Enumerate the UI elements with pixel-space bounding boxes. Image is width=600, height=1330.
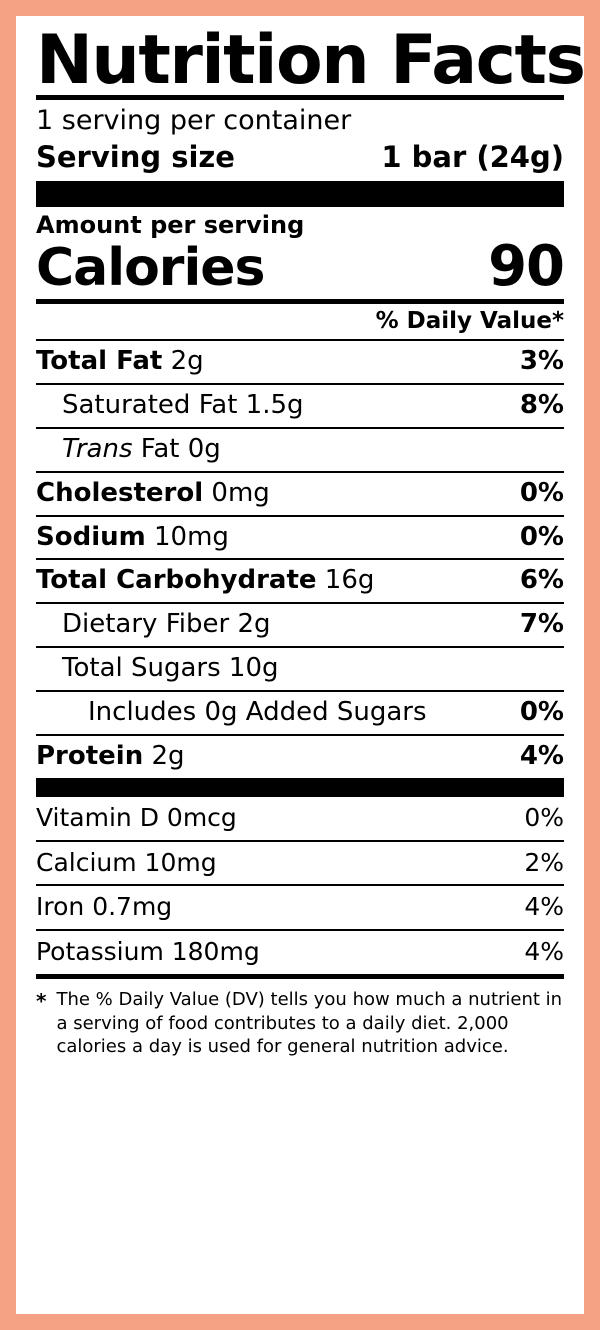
vitamin-name-iron: Iron 0.7mg — [36, 892, 173, 922]
serving-size-value: 1 bar (24g) — [381, 139, 564, 174]
nutrient-name-protein: Protein 2g — [36, 740, 185, 771]
nutrient-dv-protein: 4% — [519, 740, 564, 771]
vitamin-name-potassium: Potassium 180mg — [36, 937, 260, 967]
serving-size-label: Serving size — [36, 139, 235, 174]
serving-size-row — [36, 140, 564, 181]
footnote-text: The % Daily Value (DV) tells you how much a nutrient in a serving of food contributes to a daily diet. 2,000 calories a day is used for general nutrition advice. — [56, 988, 563, 1058]
daily-value-header: % Daily Value* — [375, 307, 564, 334]
nutrient-dv-cholesterol: 0% — [519, 477, 564, 508]
nutrient-row-added-sugars — [36, 690, 564, 734]
nutrient-row-dietary-fiber — [36, 602, 564, 646]
vitamin-row-calcium — [36, 840, 564, 885]
nutrient-row-total-sugars — [36, 646, 564, 690]
vitamin-row-iron — [36, 884, 564, 929]
nutrient-dv-saturated-fat: 8% — [519, 389, 564, 420]
divider-thick-top — [36, 181, 564, 207]
nutrient-row-total-fat — [36, 339, 564, 383]
servings-per-container: 1 serving per container — [36, 105, 352, 137]
calories-value: 90 — [488, 234, 564, 300]
nutrient-name-added-sugars: Includes 0g Added Sugars — [88, 697, 427, 728]
nutrition-facts-panel — [16, 16, 584, 1314]
vitamin-dv-calcium: 2% — [524, 847, 564, 877]
nutrient-row-saturated-fat — [36, 383, 564, 427]
nutrient-row-cholesterol — [36, 471, 564, 515]
nutrient-row-sodium — [36, 515, 564, 559]
vitamin-row-potassium — [36, 929, 564, 974]
nutrient-dv-total-carbohydrate: 6% — [519, 565, 564, 596]
nutrient-name-total-carbohydrate: Total Carbohydrate 16g — [36, 565, 375, 596]
vitamin-dv-potassium: 4% — [524, 937, 564, 967]
nutrient-dv-added-sugars: 0% — [519, 697, 564, 728]
vitamin-dv-iron: 4% — [524, 892, 564, 922]
nutrient-row-protein — [36, 734, 564, 778]
divider-thick-vitamins — [36, 778, 564, 797]
nutrient-name-trans-fat: Trans Fat 0g — [62, 433, 221, 464]
calories-label: Calories — [36, 238, 265, 299]
nutrient-dv-sodium: 0% — [519, 521, 564, 552]
nutrient-name-dietary-fiber: Dietary Fiber 2g — [62, 609, 271, 640]
nutrient-dv-total-fat: 3% — [519, 345, 564, 376]
calories-row — [36, 234, 564, 300]
vitamin-row-vitamin-d — [36, 797, 564, 840]
amount-per-serving-label: Amount per serving — [36, 210, 305, 239]
nutrient-name-total-sugars: Total Sugars 10g — [62, 653, 279, 684]
nutrient-name-total-fat: Total Fat 2g — [36, 345, 204, 376]
page-title: Nutrition Facts — [36, 21, 585, 100]
nutrient-name-cholesterol: Cholesterol 0mg — [36, 477, 270, 508]
footnote-star: * — [36, 988, 47, 1013]
vitamin-dv-vitamin-d: 0% — [524, 802, 564, 832]
nutrient-name-saturated-fat: Saturated Fat 1.5g — [62, 389, 304, 420]
nutrient-dv-dietary-fiber: 7% — [519, 609, 564, 640]
nutrient-row-total-carbohydrate — [36, 558, 564, 602]
vitamin-name-vitamin-d: Vitamin D 0mcg — [36, 802, 237, 832]
vitamin-name-calcium: Calcium 10mg — [36, 847, 217, 877]
nutrient-row-trans-fat — [36, 427, 564, 471]
footnote — [36, 979, 564, 1059]
nutrient-name-sodium: Sodium 10mg — [36, 521, 229, 552]
